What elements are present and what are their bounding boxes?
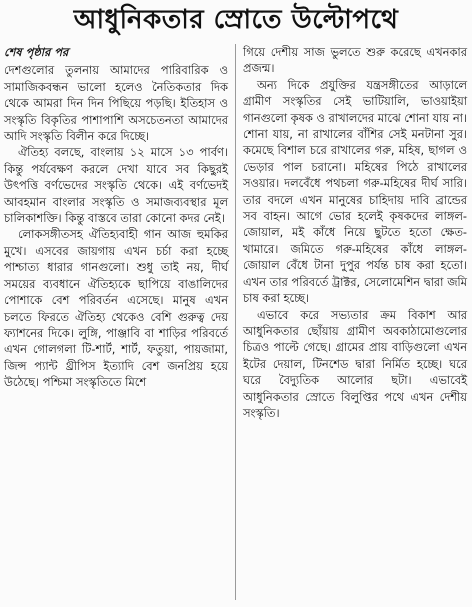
column-divider: [235, 44, 236, 600]
article-paragraph: দেশগুলোর তুলনায় আমাদের পারিবারিক ও সামাজিকবন্ধন ভালো হলেও নৈতিকতার দিক থেকে আমরা দিন দিন পিছিয়ে পড়ছি। ইতিহাস ও সংস্কৃতি বিকৃতির পাশাপাশি অসচেতনতা আমাদের আদি সংস্কৃতি বিলীন করে দিচ্ছে।: [4, 63, 228, 144]
article-paragraph: লোকসঙ্গীতসহ ঐতিহ্যবাহী গান আজ হুমকির মুখে। এসবের জায়গায় এখন চর্চা করা হচ্ছে পাশ্চাত্য ধারার গানগুলো। শুধু তাই নয়, দীর্ঘ সময়ের ব্যবধানে ঐতিহ্যকে ছাপিয়ে বাঙালিদের পোশাকে বেশ পরিবর্তন এসেছে। মানুষ এখন চলতে ফিরতে ঐতিহ্য থেকেও বেশি গুরুত্ব দেয় ফ্যাশনের দিকে। লুঙ্গি, পাঞ্জাবি বা শাড়ির পরিবর্তে এখন গোলগলা টি-শার্ট, শার্ট, ফতুয়া, পায়জামা, জিন্স প্যান্ট থ্রীপিস ইত্যাদি বেশ জনপ্রিয় হয়ে উঠেছে। পশ্চিমা সংস্কৃতিতে মিশে: [4, 227, 228, 390]
article-column-right: [243, 44, 467, 421]
article-paragraph: এভাবে করে সভ্যতার ক্রম বিকাশ আর আধুনিকতার ছোঁয়ায় গ্রামীণ অবকাঠামোগুলোর চিত্রও পাল্টে গেছে। গ্রামের প্রায় বাড়িগুলো এখন ইটের দেয়াল, টিনশেড দ্বারা নির্মিত হচ্ছে। ঘরে ঘরে বৈদ্যুতিক আলোর ছটা। এভাবেই আধুনিকতার স্রোতে বিলুপ্তির পথে এখন দেশীয় সংস্কৃতি।: [243, 307, 467, 420]
article-column-left: [4, 44, 228, 391]
continued-label: শেষ পৃষ্ঠার পর: [4, 45, 69, 59]
article-headline: আধুনিকতার স্রোতে উল্টোপথে: [73, 5, 399, 35]
article-paragraph: ঐতিহ্য বলছে, বাংলায় ১২ মাসে ১৩ পার্বণ। কিন্তু পর্যবেক্ষণ করলে দেখা যাবে সব কিছুরই উৎপত্তি বর্ণভেদের সংস্কৃতি থেকে। এই বর্ণভেদই আবহমান বাংলার সংস্কৃতি ও সমাজব্যবস্থার মূল চালিকাশক্তি। কিন্তু বাস্তবে তারা কোনো কদর নেই।: [4, 145, 228, 226]
article-paragraph: অন্য দিকে প্রযুক্তির যন্ত্রসঙ্গীতের আড়ালে গ্রামীণ সংস্কৃতির সেই ভাটিয়ালি, ভাওয়াইয়া গানগুলো কৃষক ও রাখালদের মাঝে শোনা যায় না। শোনা যায়, না রাখালের বাঁশির সেই মনটানা সুর। কমেছে বিশাল চরে রাখালের গরু, মহিষ, ছাগল ও ভেড়ার পাল চরানো। মহিষের পিঠে রাখালের সওয়ার। দলবেঁধে পথচলা গরু-মহিষের দীর্ঘ সারি। তার বদলে এখন মানুষের চাহিদায় দাবি ব্রান্ডের সব বাহন। আগে ভোর হলেই কৃষকদের লাঙ্গল-জোয়াল, মই কাঁধে নিয়ে ছুটতে হতো ক্ষেত-খামারে। জমিতে গরু-মহিষের কাঁধে লাঙ্গল-জোয়াল বেঁধে টানা দুপুর পর্যন্ত চাষ করা হতো। এখন তার পরিবর্তে ট্রাক্টর, সেলোমেশিন দ্বারা জমি চাষ করা হচ্ছে।: [243, 77, 467, 306]
article-paragraph: গিয়ে দেশীয় সাজ ভুলতে শুরু করেছে এখনকার প্রজন্ম।: [243, 45, 467, 76]
